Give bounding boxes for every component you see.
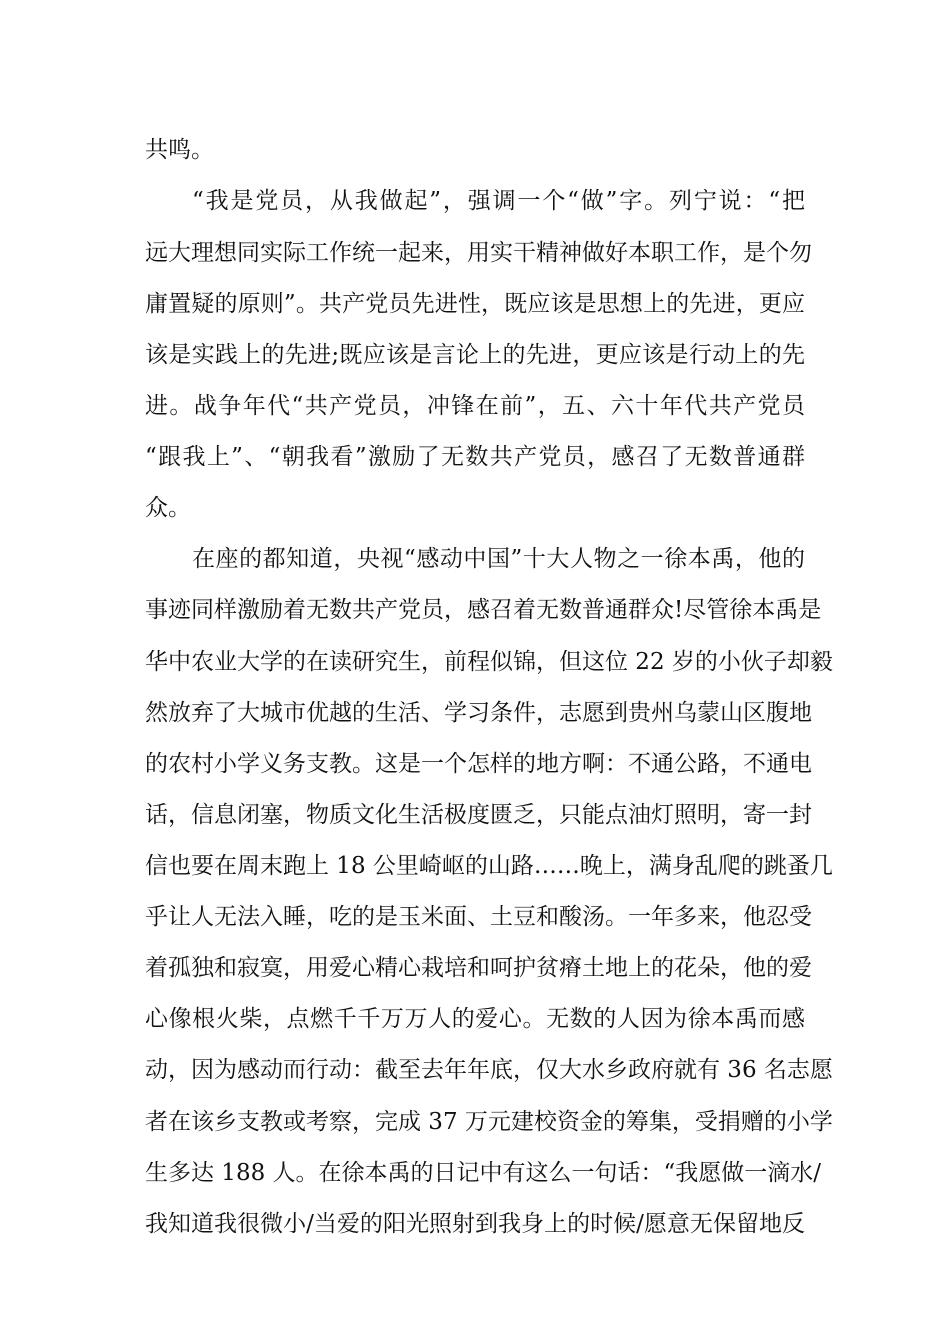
text-line: 生多达 188 人。在徐本禹的日记中有这么一句话：“我愿做一滴水/ <box>145 1160 822 1186</box>
text-line: 乎让人无法入睡，吃的是玉米面、土豆和酸汤。一年多来，他忍受 <box>145 904 812 930</box>
text-line: 我知道我很微小/当爱的阳光照射到我身上的时候/愿意无保留地反 <box>145 1211 805 1237</box>
text-line: 该是实践上的先进;既应该是言论上的先进，更应该是行动上的先 <box>145 342 805 368</box>
paragraph-first-line: 在座的都知道，央视“感动中国”十大人物之一徐本禹，他的 <box>192 546 805 572</box>
text-line: 着孤独和寂寞，用爱心精心栽培和呵护贫瘠土地上的花朵，他的爱 <box>145 955 812 981</box>
text-line: 者在该乡支教或考察，完成 37 万元建校资金的筹集，受捐赠的小学 <box>145 1109 833 1135</box>
text-line: “跟我上”、“朝我看”激励了无数共产党员，感召了无数普通群 <box>145 444 805 470</box>
text-line: 心像根火柴，点燃千千万万人的爱心。无数的人因为徐本禹而感 <box>145 1006 805 1032</box>
text-line: 信也要在周末跑上 18 公里崎岖的山路……晚上，满身乱爬的跳蚤几 <box>145 853 833 879</box>
text-line: 的农村小学义务支教。这是一个怎样的地方啊：不通公路，不通电 <box>145 751 812 777</box>
text-line: 动，因为感动而行动：截至去年年底，仅大水乡政府就有 36 名志愿 <box>145 1057 833 1083</box>
text-line: 华中农业大学的在读研究生，前程似锦，但这位 22 岁的小伙子却毅 <box>145 649 833 675</box>
text-line: 远大理想同实际工作统一起来，用实干精神做好本职工作，是个勿 <box>145 240 812 266</box>
text-line: 事迹同样激励着无数共产党员，感召着无数普通群众!尽管徐本禹是 <box>145 597 822 623</box>
text-line: 众。 <box>145 495 191 521</box>
text-line: 进。战争年代“共产党员，冲锋在前”，五、六十年代共产党员 <box>145 393 805 419</box>
paragraph-first-line: “我是党员，从我做起”，强调一个“做”字。列宁说：“把 <box>192 188 805 214</box>
text-line: 共鸣。 <box>145 137 214 163</box>
text-line: 话，信息闭塞，物质文化生活极度匮乏，只能点油灯照明，寄一封 <box>145 802 812 828</box>
text-line: 然放弃了大城市优越的生活、学习条件，志愿到贵州乌蒙山区腹地 <box>145 700 812 726</box>
text-line: 庸置疑的原则”。共产党员先进性，既应该是思想上的先进，更应 <box>145 291 805 317</box>
